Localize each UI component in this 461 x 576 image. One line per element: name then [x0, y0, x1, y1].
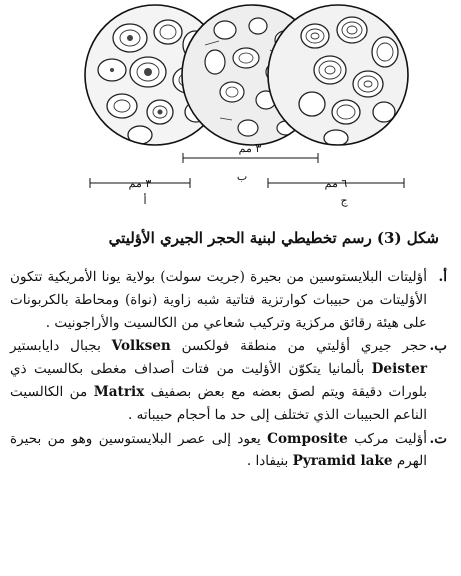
latin-term: Matrix	[93, 383, 145, 400]
section-label-a: أ	[143, 194, 147, 207]
description-list	[10, 266, 447, 473]
text-segment: بألمانيا يتكوّن الأؤليت من فتات أصداف مغطى بكالسيت ذي بلورات دقيقة ويتم لصق بعضه مع بعض بصفيف	[10, 361, 427, 400]
list-marker: ب.	[429, 338, 447, 355]
oolite-figure	[0, 0, 461, 218]
text-segment: يعود إلى عصر البلايستوسين وهو من بحيرة الهرم	[10, 430, 427, 470]
list-item-b	[10, 335, 447, 426]
text-segment: بجبال دايابستير	[10, 338, 112, 355]
figure-caption: شكل (3) رسم تخطيطي لبنية الحجر الجيري الأؤليتي	[108, 229, 439, 247]
list-item-a	[10, 266, 447, 334]
oolite-sketch	[0, 0, 461, 218]
text-segment: حجر جيري أؤليتي من منطقة فولكسن	[170, 338, 427, 355]
text-segment: أؤليت مركب	[347, 430, 427, 447]
section-label-b: ب	[236, 170, 248, 183]
list-item-text: أؤليتات البلايستوسين من بحيرة (جريت سولت) بولاية يونا الأمريكية تتكون الأؤليتات من حبيبات كوارتزية فتاتية شبه زاوية (نواة) ومحاطة بالكربونات على هيئة رقائق مركزية وتركيب شعاعي من الكالسيت والأراجونيت .	[10, 269, 427, 331]
section-label-t: ج	[340, 194, 348, 207]
latin-term: Volksen	[111, 338, 171, 355]
dim-label-right: ٦ مم	[324, 177, 348, 190]
text-segment: من الكالسيت الناعم الحبيبات الذي تختلف إلى حد ما أحجام حبيباته .	[10, 383, 427, 423]
dim-label-left: ٣ مم	[128, 177, 152, 190]
latin-term: Composite	[267, 430, 348, 447]
latin-term: Pyramid lake	[292, 453, 393, 470]
list-marker: ت.	[429, 430, 447, 447]
list-marker: أ.	[438, 269, 447, 285]
latin-term: Deister	[371, 361, 427, 378]
dim-label-top: ٣ مم	[238, 142, 262, 155]
list-item-t	[10, 428, 447, 474]
text-segment: بنيفادا .	[246, 453, 293, 470]
